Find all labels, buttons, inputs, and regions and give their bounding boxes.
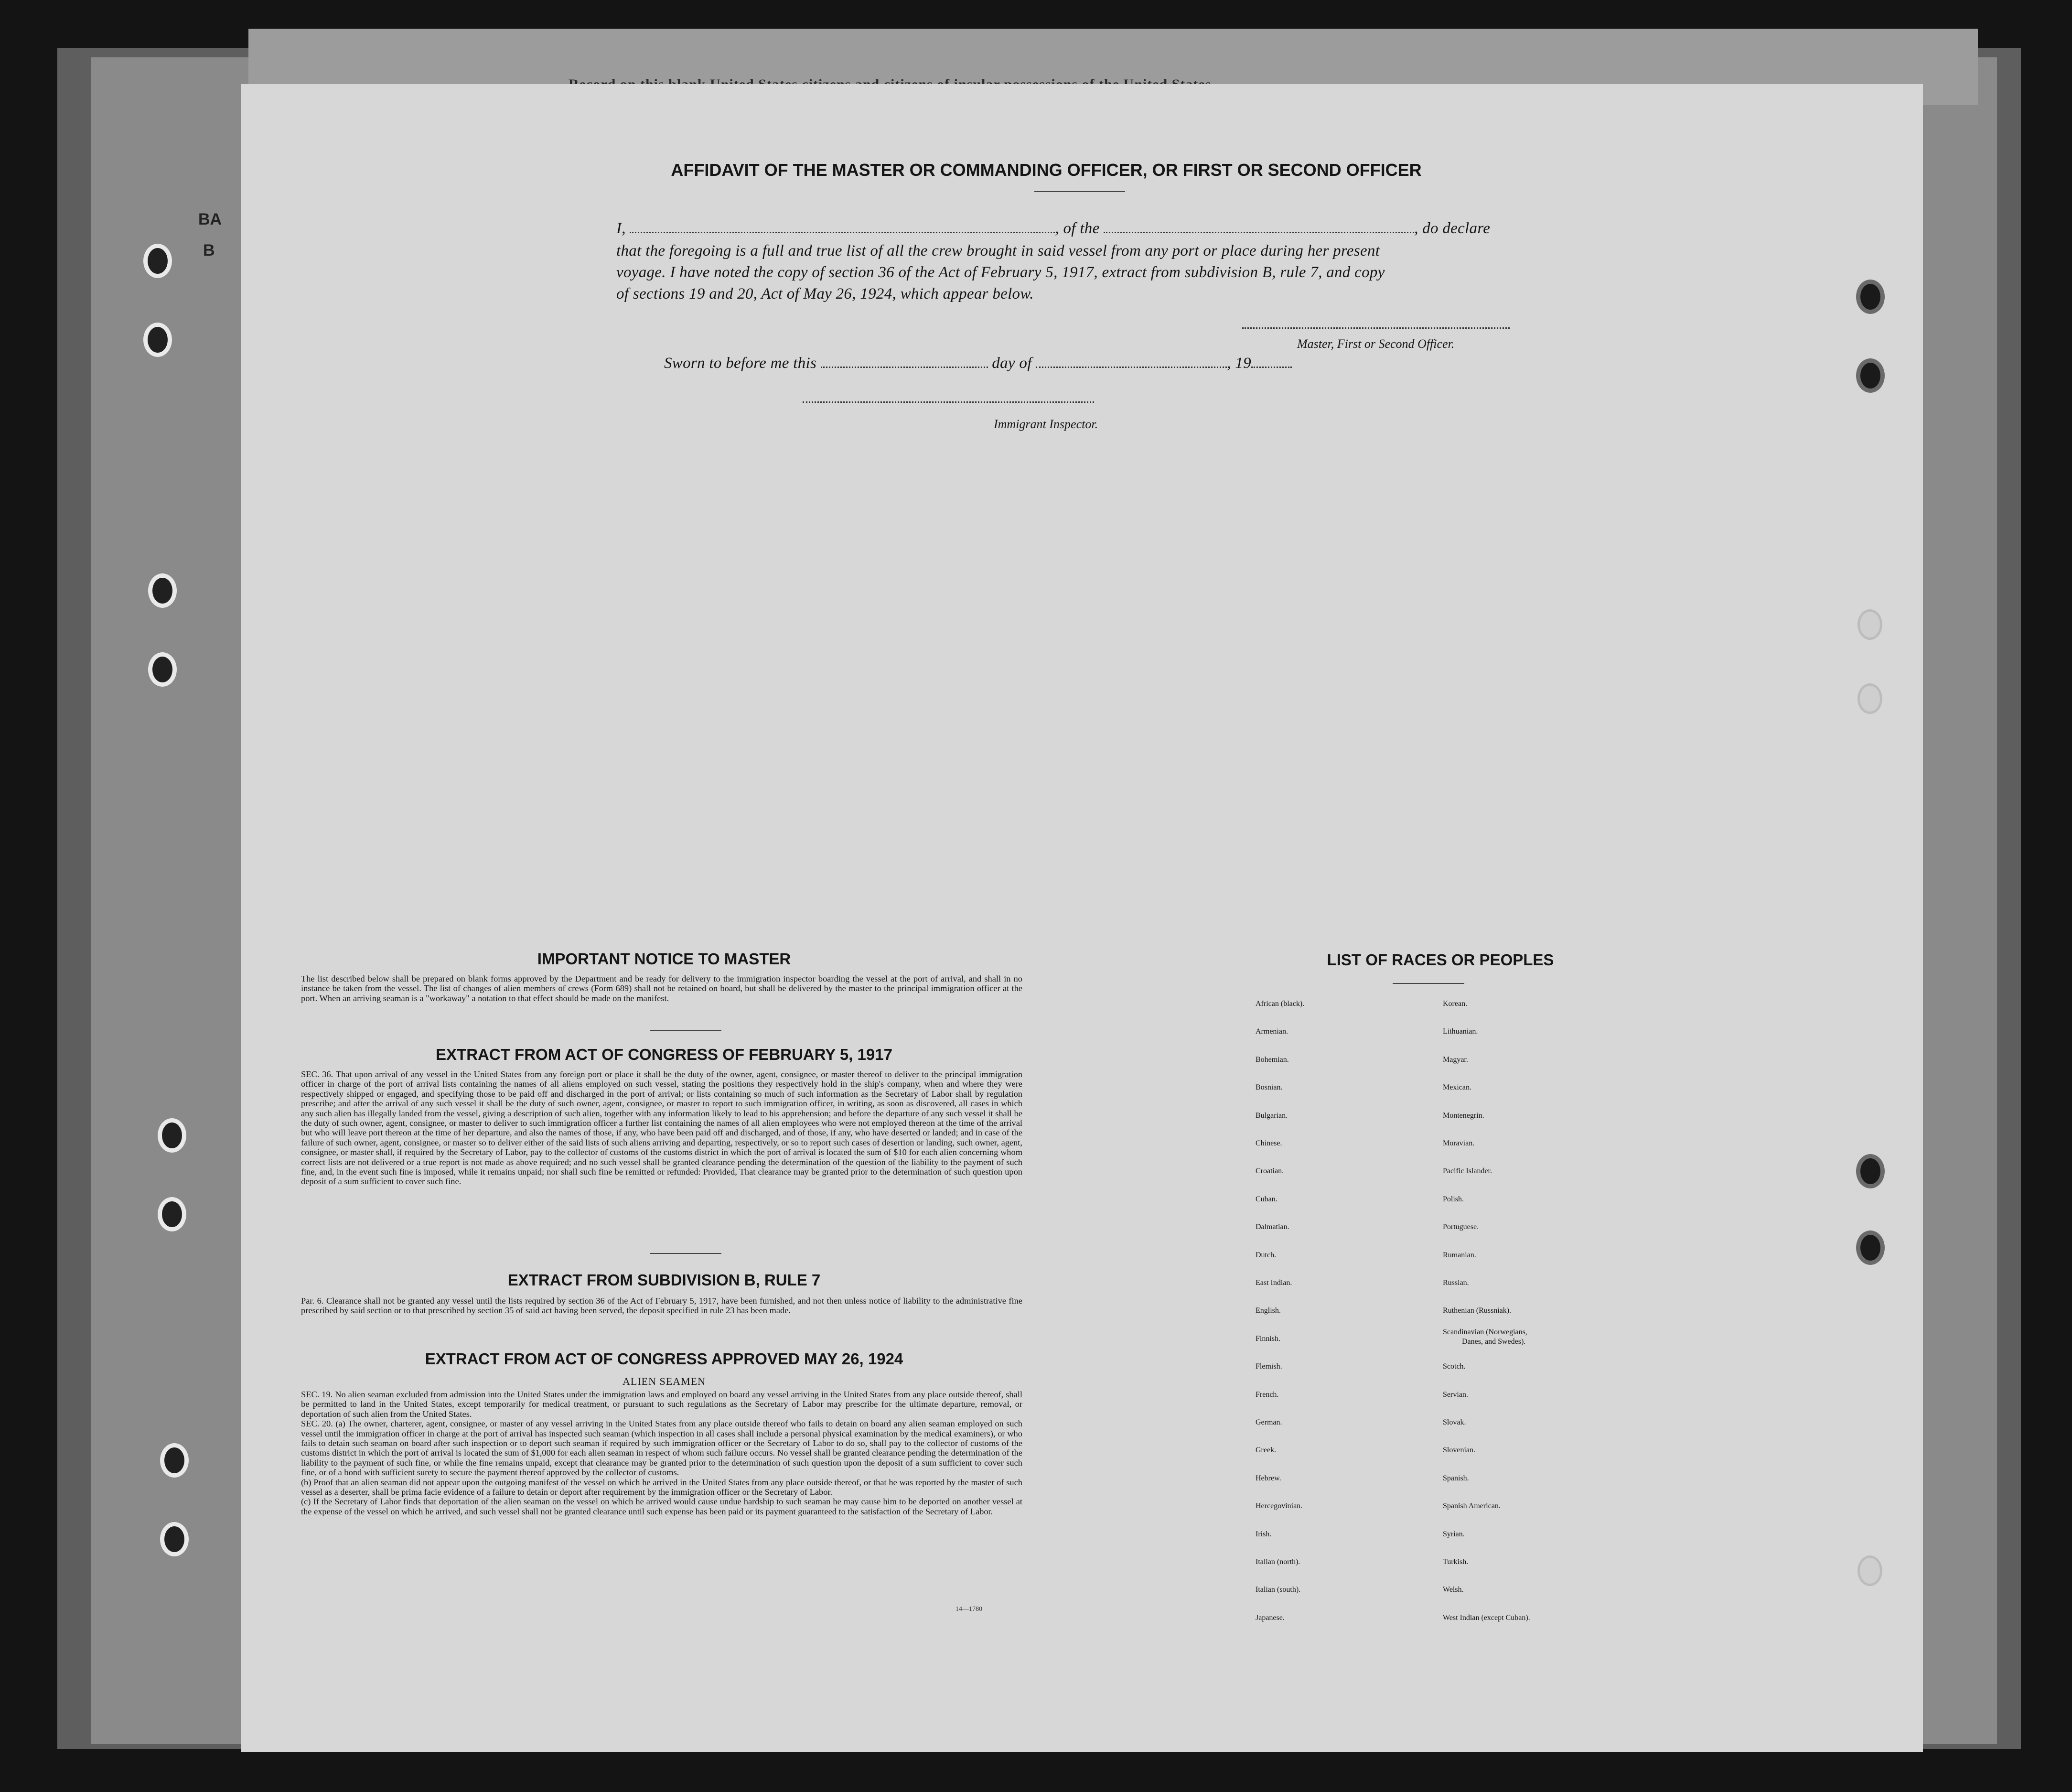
race-item: Irish. [1256, 1530, 1272, 1538]
form-number: 14—1780 [955, 1606, 982, 1613]
extract-1924-text [301, 1390, 1022, 1516]
race-item: Japanese. [1256, 1613, 1285, 1622]
binder-hole [1856, 1154, 1885, 1188]
race-item: Ruthenian (Russniak). [1443, 1306, 1512, 1315]
binder-hole [143, 323, 172, 357]
race-item: Hebrew. [1256, 1474, 1281, 1482]
race-item: Spanish American. [1443, 1502, 1501, 1511]
alien-seamen-subtitle: ALIEN SEAMEN [623, 1375, 706, 1387]
race-item: West Indian (except Cuban). [1443, 1613, 1530, 1622]
race-item: Syrian. [1443, 1530, 1465, 1538]
binder-hole [148, 652, 177, 687]
races-rule [1393, 983, 1464, 984]
binder-hole [158, 1197, 186, 1231]
race-item: Bosnian. [1256, 1083, 1283, 1092]
race-item: Slovak. [1443, 1418, 1466, 1426]
master-signature-line[interactable] [1242, 327, 1510, 329]
race-item: Chinese. [1256, 1139, 1282, 1147]
race-item: Italian (north). [1256, 1558, 1300, 1566]
affidavit-title: AFFIDAVIT OF THE MASTER OR COMMANDING OFFICER, OR FIRST OR SECOND OFFICER [671, 160, 1422, 180]
binder-hole [1857, 609, 1882, 640]
race-item: German. [1256, 1418, 1282, 1426]
day-blank[interactable] [821, 367, 988, 368]
binder-hole [1856, 1231, 1885, 1265]
races-title: LIST OF RACES OR PEOPLES [1327, 951, 1554, 969]
binder-hole [1856, 358, 1885, 393]
declaration-line-4: of sections 19 and 20, Act of May 26, 1924, which appear below. [616, 285, 1034, 302]
left-margin-fragment: BA [198, 210, 222, 228]
race-item: Moravian. [1443, 1139, 1475, 1147]
do-declare-label: , do declare [1414, 220, 1491, 237]
race-item: Montenegrin. [1443, 1111, 1484, 1120]
year-blank[interactable] [1251, 367, 1292, 368]
sec20b-text: (b) Proof that an alien seaman did not appear upon the outgoing manifest of the vessel on which he arrived in the United States from any place outside thereof, or that he was reported by the master of such vessel as a deserter, shall be prima facie evidence of a failure to detain or deport after requirement by the immigration officer or the Secretary of Labor. [301, 1477, 1022, 1497]
declaration-line-1 [616, 220, 1490, 237]
race-item: Russian. [1443, 1279, 1469, 1287]
race-item: French. [1256, 1390, 1279, 1399]
race-item: Dutch. [1256, 1251, 1277, 1259]
i-label: I, [616, 220, 626, 237]
section-rule [650, 1253, 721, 1254]
race-item: Flemish. [1256, 1362, 1282, 1371]
binder-hole [1856, 280, 1885, 314]
subdivision-b-text: Par. 6. Clearance shall not be granted any vessel until the lists required by section 36 of the Act of February 5, 1917, have been furnished, and not then unless notice of liability to the administrative fine prescribed by said section or to that prescribed by section 35 of said act having been served, the deposit specified in rule 23 has been made. [301, 1296, 1022, 1316]
extract-1917-title: EXTRACT FROM ACT OF CONGRESS OF FEBRUARY 5, 1917 [436, 1046, 892, 1063]
race-item: English. [1256, 1306, 1281, 1315]
notice-title: IMPORTANT NOTICE TO MASTER [537, 950, 791, 968]
left-margin-fragment: B [203, 241, 215, 259]
declaration-line-2: that the foregoing is a full and true list of all the crew brought in said vessel from any port or place during her present [616, 242, 1380, 259]
race-item: Turkish. [1443, 1558, 1469, 1566]
binder-hole [160, 1443, 189, 1478]
race-item: Welsh. [1443, 1586, 1464, 1594]
of-the-label: , of the [1055, 220, 1100, 237]
sworn-label: Sworn to before me this [664, 355, 817, 372]
race-item: Mexican. [1443, 1083, 1471, 1092]
race-item: Polish. [1443, 1195, 1464, 1203]
race-item: Scandinavian (Norwegians, [1443, 1328, 1527, 1336]
race-item: Dalmatian. [1256, 1223, 1289, 1231]
race-item: East Indian. [1256, 1279, 1292, 1287]
race-item: Cuban. [1256, 1195, 1278, 1203]
race-item: Rumanian. [1443, 1251, 1476, 1259]
extract-1917-text: SEC. 36. That upon arrival of any vessel in the United States from any foreign port or place it shall be the duty of the owner, agent, consignee, or master thereof to deliver to the principal immigration officer in charge of the port of arrival lists containing the names of all aliens employed on such vessel, stating the positions they respectively hold in the ship's company, when and where they were respectively shipped or engaged, and specifying those to be paid off and discharged in the port of arrival; or lists containing so much of such information as the Secretary of Labor shall by regulation prescribe; and after the arrival of any such vessel it shall be the duty of such owner, agent, consignee, or master to report to such immigration officer, in writing, as soon as discovered, all cases in which any such alien has illegally landed from the vessel, giving a description of such alien, together with any information likely to lead to his apprehension; and before the departure of any such vessel it shall be the duty of such owner, agent, consignee, or master to deliver to such immigration officer a further list containing the names of all alien employees who were not employed thereon at the time of the arrival but who will leave port thereon at the time of her departure, and also the names of those, if any, who have been paid off and discharged, and of those, if any, who have deserted or landed; and in case of the failure of such owner, agent, consignee, or master so to deliver either of the said lists of such aliens arriving and departing, respectively, or so to report such cases of desertion or landing, such owner, agent, consignee, or master shall, if required by the Secretary of Labor, pay to the collector of customs of the customs district in which the port of arrival is located the sum of $10 for each alien concerning whom correct lists are not delivered or a true report is not made as above required; and no such vessel shall be granted clearance pending the determination of the question of the liability to the payment of such fine, and, in the event such fine is imposed, while it remains unpaid; nor shall such fine be remitted or refunded: Provided, That clearance may be granted prior to the determination of such question upon deposit of a sum sufficient to cover such fine. [301, 1069, 1022, 1187]
race-item: Italian (south). [1256, 1586, 1301, 1594]
sec20a-text: SEC. 20. (a) The owner, charterer, agent, consignee, or master of any vessel arriving in the United States from any place outside thereof who fails to detain on board any alien seaman employed on such vessel until the immigration officer in charge at the port of arrival has inspected such seaman (which inspection in all cases shall include a personal physical examination by the medical examiners), or who fails to detain such seaman on board after such inspection or to deport such seaman if required by such immigration officer or the Secretary of Labor to do so, shall pay to the collector of customs of the customs district in which the port of arrival is located the sum of $1,000 for each alien seaman in respect of whom such failure occurs. No vessel shall be granted clearance pending the determination of the liability to the payment of such fine, or while the fine remains unpaid, except that clearance may be granted prior to the determination of such question upon the deposit of a sum sufficient to cover such fine, or of a bond with sufficient surety to secure the payment thereof approved by the collector of customs. [301, 1419, 1022, 1478]
race-item: Lithuanian. [1443, 1027, 1478, 1036]
race-item: Scotch. [1443, 1362, 1466, 1371]
binder-hole [148, 573, 177, 608]
binder-hole [1857, 683, 1882, 714]
inspector-signature-label: Immigrant Inspector. [994, 417, 1098, 431]
race-item: Croatian. [1256, 1167, 1284, 1176]
sec20c-text: (c) If the Secretary of Labor finds that deportation of the alien seaman on the vessel on which he arrived would cause undue hardship to such seaman he may cause him to be deported on another vessel at the expense of the vessel on which he arrived, and such vessel shall not be granted clearance until such expense has been paid or its payment guaranteed to the satisfaction of the Secretary of Labor. [301, 1497, 1022, 1516]
binder-hole [158, 1118, 186, 1153]
race-item: Finnish. [1256, 1334, 1281, 1343]
race-item: Armenian. [1256, 1027, 1288, 1036]
race-item: Bulgarian. [1256, 1111, 1288, 1120]
race-item: Servian. [1443, 1390, 1468, 1399]
vessel-blank[interactable] [1104, 232, 1414, 233]
race-item: Pacific Islander. [1443, 1167, 1492, 1176]
month-blank[interactable] [1036, 367, 1227, 368]
race-item: Slovenian. [1443, 1446, 1475, 1455]
race-item: Greek. [1256, 1446, 1277, 1455]
day-of-label: day of [992, 355, 1032, 372]
race-item: African (black). [1256, 1000, 1305, 1008]
master-signature-label: Master, First or Second Officer. [1297, 337, 1455, 351]
race-item: Portuguese. [1443, 1223, 1479, 1231]
race-item: Magyar. [1443, 1055, 1468, 1064]
race-item: Korean. [1443, 1000, 1468, 1008]
sec19-text: SEC. 19. No alien seaman excluded from admission into the United States under the immigration laws and employed on board any vessel arriving in the United States from any place outside thereof, shall be permitted to land in the United States, except temporarily for medical treatment, or pursuant to such regulations as the Secretary of Labor may prescribe for the ultimate departure, removal, or deportation of such alien from the United States. [301, 1390, 1022, 1419]
binder-hole [143, 244, 172, 278]
notice-text: The list described below shall be prepared on blank forms approved by the Department and be ready for delivery to the immigration inspector boarding the vessel at the port of arrival, and shall in no instance be taken from the vessel. The list of changes of alien members of crews (Form 689) shall not be retained on board, but shall be delivered by the master to the principal immigration officer at the port. When an arriving seaman is a "workaway" a notation to that effect should be made on the manifest. [301, 974, 1022, 1003]
name-blank[interactable] [630, 232, 1055, 233]
subdivision-b-title: EXTRACT FROM SUBDIVISION B, RULE 7 [507, 1271, 821, 1289]
section-rule [650, 1030, 721, 1031]
extract-1924-title: EXTRACT FROM ACT OF CONGRESS APPROVED MAY 26, 1924 [425, 1350, 903, 1368]
race-item: Bohemian. [1256, 1055, 1289, 1064]
race-item: Spanish. [1443, 1474, 1469, 1482]
binder-hole [160, 1522, 189, 1556]
race-item: Danes, and Swedes). [1462, 1338, 1526, 1346]
sworn-line [664, 355, 1292, 372]
binder-hole [1857, 1555, 1882, 1586]
year-label: , 19 [1227, 355, 1251, 372]
inspector-signature-line[interactable] [803, 401, 1094, 403]
race-item: Hercegovinian. [1256, 1502, 1303, 1511]
declaration-line-3: voyage. I have noted the copy of section 36 of the Act of February 5, 1917, extract from subdivision B, rule 7, and copy [616, 264, 1385, 281]
title-rule [1034, 191, 1125, 192]
